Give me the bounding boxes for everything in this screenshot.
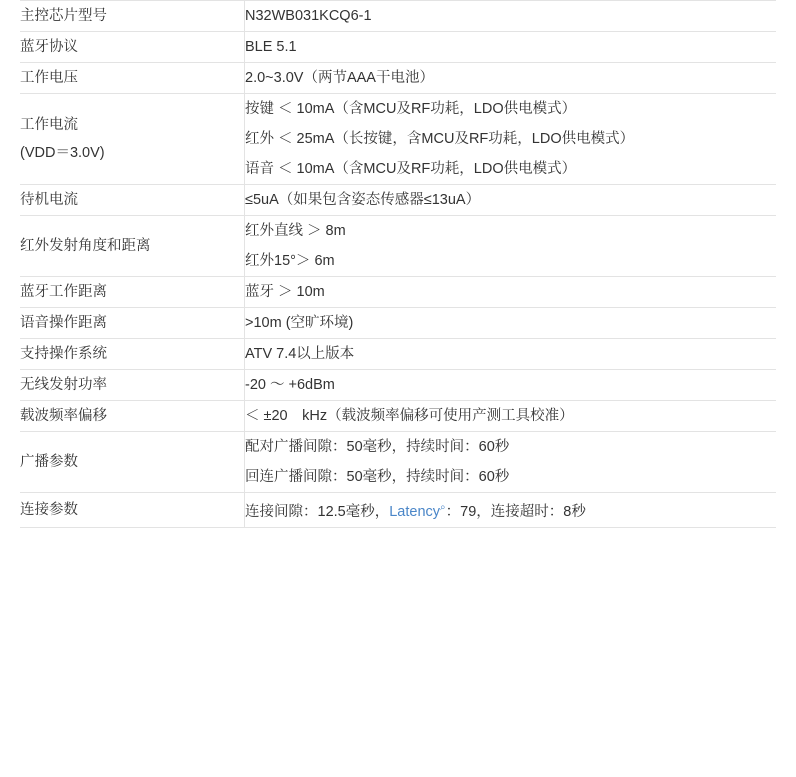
spec-value-cell xyxy=(245,308,777,339)
spec-label-line: 连接参数 xyxy=(20,501,78,518)
spec-value-line: 红外直线 ＞ 8m xyxy=(245,223,346,239)
spec-value-line: 配对广播间隙：50毫秒，持续时间：60秒 xyxy=(245,439,510,455)
spec-label-line: 待机电流 xyxy=(20,192,78,208)
spec-value-cell xyxy=(245,63,777,94)
spec-label-line: 广播参数 xyxy=(20,454,78,470)
spec-value-lines xyxy=(245,94,776,184)
spec-label-lines xyxy=(20,64,244,92)
spec-value-line: 蓝牙 ＞ 10m xyxy=(245,284,325,300)
spec-label-lines xyxy=(20,448,244,476)
spec-value-line: ATV 7.4以上版本 xyxy=(245,346,355,362)
spec-label-lines xyxy=(20,340,244,368)
table-row xyxy=(20,1,776,32)
search-icon[interactable]: ⌕ xyxy=(440,502,446,513)
spec-label-lines xyxy=(20,496,244,524)
table-row xyxy=(20,339,776,370)
latency-term[interactable]: Latency xyxy=(389,503,441,520)
specification-table xyxy=(20,0,776,528)
spec-label-lines xyxy=(20,402,244,430)
table-row xyxy=(20,277,776,308)
spec-value-cell xyxy=(245,493,777,528)
table-row xyxy=(20,216,776,277)
spec-label-cell xyxy=(20,216,245,277)
spec-value-line: ≤5uA（如果包含姿态传感器≤13uA） xyxy=(245,192,481,208)
spec-value-line xyxy=(245,493,776,527)
spec-value-line: 2.0~3.0V（两节AAA干电池） xyxy=(245,70,434,86)
spec-value-lines xyxy=(245,370,776,400)
spec-label-cell xyxy=(20,32,245,63)
spec-label-cell xyxy=(20,432,245,493)
spec-value-cell xyxy=(245,94,777,185)
table-body xyxy=(20,1,776,528)
spec-label-cell xyxy=(20,308,245,339)
spec-value-lines xyxy=(245,32,776,62)
spec-value-line: 按键 ＜ 10mA（含MCU及RF功耗，LDO供电模式） xyxy=(245,101,577,117)
spec-value-cell xyxy=(245,370,777,401)
spec-value-lines xyxy=(245,339,776,369)
spec-value-line: ＜ ±20 kHz（载波频率偏移可使用产测工具校准） xyxy=(245,408,574,424)
spec-label-line: 工作电压 xyxy=(20,70,78,86)
spec-label-cell xyxy=(20,370,245,401)
spec-value-text: ：79，连接超时：8秒 xyxy=(445,503,586,520)
spec-label-lines xyxy=(20,232,244,260)
spec-value-lines xyxy=(245,1,776,31)
spec-value-lines xyxy=(245,63,776,93)
spec-label-line: (VDD＝3.0V) xyxy=(20,145,105,161)
spec-label-line: 红外发射角度和距离 xyxy=(20,238,151,254)
table-row xyxy=(20,370,776,401)
spec-value-line: 语音 ＜ 10mA（含MCU及RF功耗，LDO供电模式） xyxy=(245,161,577,177)
spec-value-cell xyxy=(245,216,777,277)
spec-label-cell xyxy=(20,493,245,528)
spec-label-cell xyxy=(20,63,245,94)
spec-label-line: 蓝牙协议 xyxy=(20,39,78,55)
spec-value-cell xyxy=(245,277,777,308)
spec-value-cell xyxy=(245,401,777,432)
spec-value-lines xyxy=(245,277,776,307)
spec-label-lines xyxy=(20,309,244,337)
spec-label-cell xyxy=(20,94,245,185)
spec-value-line: -20 ～ +6dBm xyxy=(245,377,335,393)
table-row xyxy=(20,401,776,432)
spec-label-lines xyxy=(20,2,244,30)
spec-label-line: 无线发射功率 xyxy=(20,377,107,393)
spec-label-line: 载波频率偏移 xyxy=(20,408,107,424)
spec-label-lines xyxy=(20,111,244,167)
table-row xyxy=(20,308,776,339)
table-row xyxy=(20,94,776,185)
spec-value-line: 红外15°＞ 6m xyxy=(245,253,335,269)
spec-value-cell xyxy=(245,339,777,370)
spec-value-line: N32WB031KCQ6-1 xyxy=(245,8,372,24)
spec-value-lines xyxy=(245,401,776,431)
spec-label-cell xyxy=(20,277,245,308)
spec-value-line: >10m (空旷环境) xyxy=(245,315,354,331)
spec-label-line: 蓝牙工作距离 xyxy=(20,284,107,300)
table-row xyxy=(20,63,776,94)
spec-label-line: 工作电流 xyxy=(20,117,78,133)
spec-value-lines xyxy=(245,216,776,276)
spec-value-line: 回连广播间隙：50毫秒，持续时间：60秒 xyxy=(245,469,510,485)
table-row xyxy=(20,185,776,216)
spec-label-cell xyxy=(20,339,245,370)
spec-label-lines xyxy=(20,33,244,61)
spec-value-cell xyxy=(245,432,777,493)
spec-label-line: 语音操作距离 xyxy=(20,315,107,331)
spec-value-cell xyxy=(245,1,777,32)
spec-label-lines xyxy=(20,278,244,306)
spec-label-lines xyxy=(20,186,244,214)
spec-label-line: 支持操作系统 xyxy=(20,346,107,362)
spec-value-lines xyxy=(245,308,776,338)
spec-value-cell xyxy=(245,185,777,216)
table-row xyxy=(20,32,776,63)
spec-label-lines xyxy=(20,371,244,399)
spec-label-cell xyxy=(20,1,245,32)
spec-value-line: BLE 5.1 xyxy=(245,39,297,55)
spec-label-cell xyxy=(20,401,245,432)
spec-value-lines xyxy=(245,432,776,492)
spec-value-line: 红外 ＜ 25mA（长按键，含MCU及RF功耗，LDO供电模式） xyxy=(245,131,635,147)
spec-label-cell xyxy=(20,185,245,216)
table-row xyxy=(20,432,776,493)
spec-label-line: 主控芯片型号 xyxy=(20,8,107,24)
spec-value-lines xyxy=(245,185,776,215)
table-row xyxy=(20,493,776,528)
spec-value-cell xyxy=(245,32,777,63)
spec-value-lines xyxy=(245,493,776,527)
spec-value-text: 连接间隙：12.5毫秒， xyxy=(245,503,390,520)
